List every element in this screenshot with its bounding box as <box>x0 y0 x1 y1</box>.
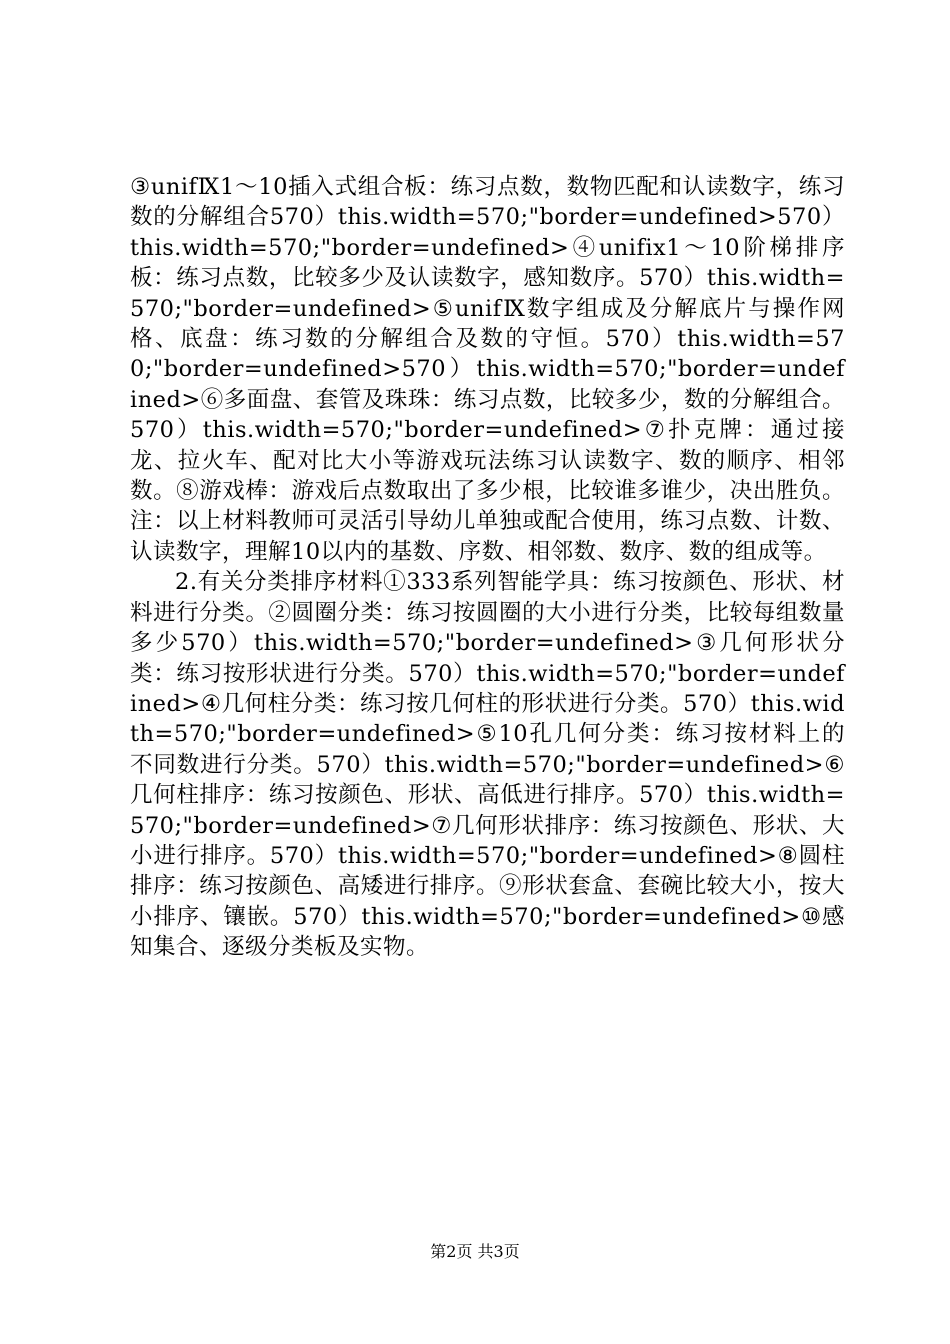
document-body <box>130 172 845 963</box>
paragraph-classification-materials: 2.有关分类排序材料①333系列智能学具：练习按颜色、形状、材料进行分类。②圆圈分类：练习按圆圈的大小进行分类，比较每组数量多少570）this.width=570;"border=undefined>③几何形状分类：练习按形状进行分类。570）this.width=570;"border=undefined>④几何柱分类：练习按几何柱的形状进行分类。570）this.width=570;"border=undefined>⑤10孔几何分类：练习按材料上的不同数进行分类。570）this.width=570;"border=undefined>⑥几何柱排序：练习按颜色、形状、高低进行排序。570）this.width=570;"border=undefined>⑦几何形状排序：练习按颜色、形状、大小进行排序。570）this.width=570;"border=undefined>⑧圆柱排序：练习按颜色、高矮进行排序。⑨形状套盒、套碗比较大小，按大小排序、镶嵌。570）this.width=570;"border=undefined>⑩感知集合、逐级分类板及实物。 <box>130 569 845 961</box>
paragraph-counting-materials: ③unifⅨ1～10插入式组合板：练习点数，数物匹配和认读数字，练习数的分解组合570）this.width=570;"border=undefined>570）this.width=570;"border=undefined>④unifix1～10阶梯排序板：练习点数，比较多少及认读数字，感知数序。570）this.width=570;"border=undefined>⑤unifⅨ数字组成及分解底片与操作网格、底盘：练习数的分解组合及数的守恒。570）this.width=570;"border=undefined>570）this.width=570;"border=undefined>⑥多面盘、套管及珠珠：练习点数，比较多少，数的分解组合。570）this.width=570;"border=undefined>⑦扑克牌：通过接龙、拉火车、配对比大小等游戏玩法练习认读数字、数的顺序、相邻数。⑧游戏棒：游戏后点数取出了多少根，比较谁多谁少，决出胜负。注：以上材料教师可灵活引导幼儿单独或配合使用，练习点数、计数、认读数字，理解10以内的基数、序数、相邻数、数序、数的组成等。 <box>130 174 845 565</box>
page-footer: 第2页 共3页 <box>430 1242 520 1261</box>
